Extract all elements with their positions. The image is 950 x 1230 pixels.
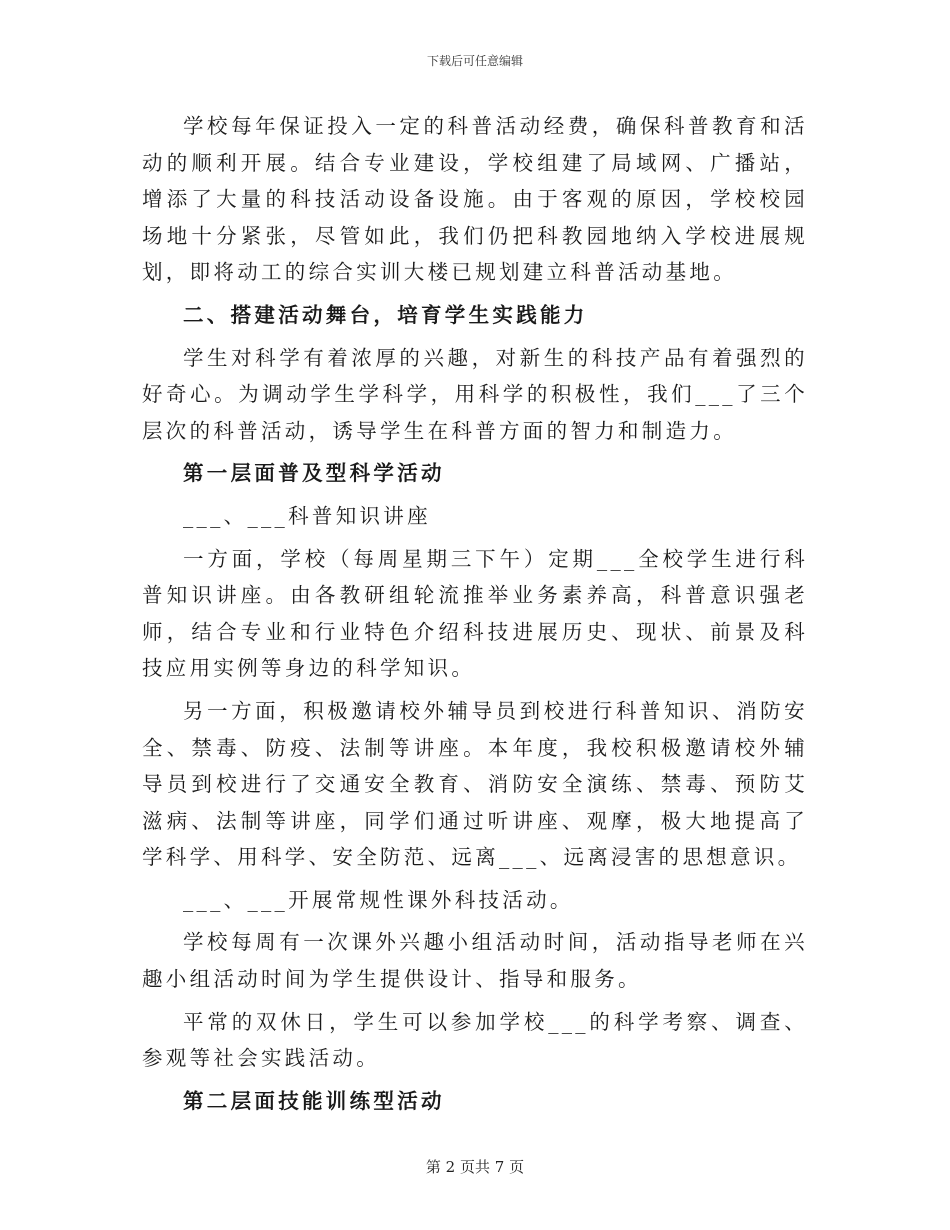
paragraph-interest: 学生对科学有着浓厚的兴趣，对新生的科技产品有着强烈的好奇心。为调动学生学科学，用科学的积极性，我们___了三个层次的科普活动，诱导学生在科普方面的智力和制造力。 <box>142 345 808 443</box>
subheading-level-2: 第二层面技能训练型活动 <box>183 1088 445 1113</box>
item-regular-activities: ___、___开展常规性课外科技活动。 <box>183 887 574 912</box>
document-body <box>142 108 808 1119</box>
page-header: 下载后可任意编辑 <box>426 54 523 68</box>
item-lectures: ___、___科普知识讲座 <box>183 503 431 528</box>
subheading-level-1: 第一层面普及型科学活动 <box>183 461 445 486</box>
paragraph-lectures-school: 一方面，学校（每周星期三下午）定期___全校学生进行科普知识讲座。由各教研组轮流推举业务素养高，科普意识强老师，结合专业和行业特色介绍科技进展历史、现状、前景及科技应用实例等身边的科学知识。 <box>142 546 808 681</box>
paragraph-weekend: 平常的双休日，学生可以参加学校___的科学考察、调查、参观等社会实践活动。 <box>142 1009 808 1071</box>
paragraph-funding: 学校每年保证投入一定的科普活动经费，确保科普教育和活动的顺利开展。结合专业建设，学校组建了局域网、广播站，增添了大量的科技活动设备设施。由于客观的原因，学校校园场地十分紧张，尽管如此，我们仍把科教园地纳入学校进展规划，即将动工的综合实训大楼已规划建立科普活动基地。 <box>142 114 808 285</box>
page-footer: 第 2 页共 7 页 <box>425 1158 525 1176</box>
paragraph-lectures-external: 另一方面，积极邀请校外辅导员到校进行科普知识、消防安全、禁毒、防疫、法制等讲座。本年度，我校积极邀请校外辅导员到校进行了交通安全教育、消防安全演练、禁毒、预防艾滋病、法制等讲座，同学们通过听讲座、观摩，极大地提高了学科学、用科学、安全防范、远离___、远离浸害的思想意识。 <box>142 698 808 870</box>
paragraph-interest-groups: 学校每周有一次课外兴趣小组活动时间，活动指导老师在兴趣小组活动时间为学生提供设计、指导和服务。 <box>142 930 808 992</box>
section-heading-2: 二、搭建活动舞台，培育学生实践能力 <box>183 302 588 327</box>
